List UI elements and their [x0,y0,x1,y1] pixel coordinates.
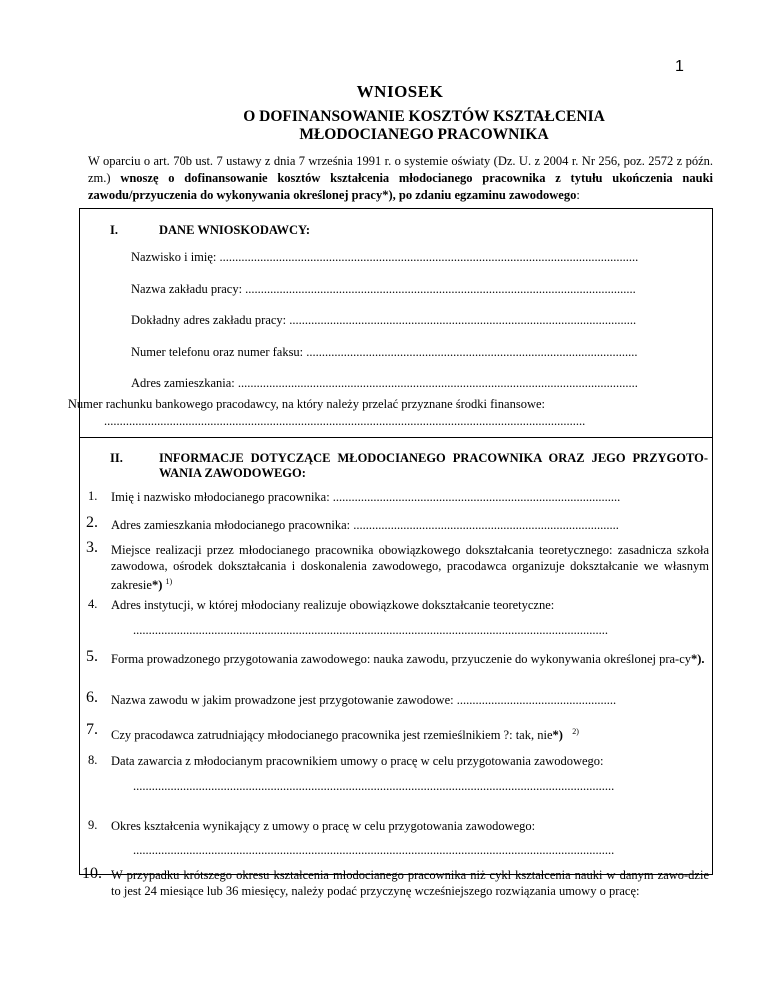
item-young-worker-name[interactable]: Imię i nazwisko młodocianego pracownika: ............................................................................................ [111,490,621,504]
intro-end: : [576,188,580,202]
footnote-marker: *) [552,728,563,743]
item-number: 5. [86,648,98,665]
section-divider [79,437,713,438]
section2-number: II. [110,451,123,465]
item-profession-name[interactable]: Nazwa zawodu w jakim prowadzone jest przygotowanie zawodowe: ................................................... [111,693,617,707]
field-name[interactable]: Nazwisko i imię: ...................................................................................................................................... [131,250,639,264]
item-number: 10. [82,865,102,882]
document-title: WNIOSEK [356,82,444,101]
item-education-place [111,542,709,593]
section2-heading-line2: WANIA ZAWODOWEGO: [159,466,306,480]
bank-account-label: Numer rachunku bankowego pracodawcy, na który należy przelać przyznane środki finansowe: [67,397,545,411]
item-number: 2. [86,514,98,531]
footnote-ref: 1) [165,577,173,586]
page-number: 1 [675,58,684,75]
item-contract-date-field[interactable]: .......................................................................................................................................................... [133,779,615,793]
item-number: 6. [86,689,98,706]
footnote-ref: 2) [572,727,579,736]
section1-number: I. [110,223,118,237]
item-early-termination: W przypadku krótszego okresu kształcenia młodocianego pracownika niż cykl kształcenia nauki w danym zawo-dzie to jest 24 miesiące lub 36 miesięcy, należy podać przyczynę wcześniejszego rozwiązania umowy o pracę: [111,868,709,898]
section2-heading-line1: INFORMACJE DOTYCZĄCE MŁODOCIANEGO PRACOWNIKA ORAZ JEGO PRZYGOTO- [159,451,708,465]
section1-heading: DANE WNIOSKODAWCY: [159,223,311,237]
intro-plain: W oparciu o art. 70b ust. 7 ustawy z dnia 7 września 1991 r. o systemie oświaty (Dz. U. z 2004 r. Nr 256, poz. 2572 z późn. zm.) [88,154,713,185]
item-text: Forma prowadzonego przygotowania zawodowego: nauka zawodu, przyuczenie do wykonywania określonej pra-cy [111,652,692,666]
intro-bold: wnoszę o dofinansowanie kosztów kształcenia młodocianego pracownika z tytułu ukończenia nauki zawodu/przyuczenia do wykonywania określonej pracy*), po zdaniu egzaminu zawodowego [88,171,713,202]
item-number: 3. [86,539,98,556]
document-subtitle-line1: O DOFINANSOWANIE KOSZTÓW KSZTAŁCENIA [243,108,605,125]
document-subtitle-line2: MŁODOCIANEGO PRACOWNIKA [299,126,549,143]
item-craftsman-question [111,724,709,743]
item-contract-date-label: Data zawarcia z młodocianym pracownikiem umowy o pracę w celu przygotowania zawodowego: [111,754,604,768]
item-text: Miejsce realizacji przez młodocianego pracownika obowiązkowego dokształcania teoretycznego: zasadnicza szkoła zawodowa, ośrodek dokształcania i doskonalenia zawodowego, pracodawca organizuje dokształcanie we własnym zakresie [111,543,709,593]
field-phone-fax[interactable]: Numer telefonu oraz numer faksu: .......................................................................................................... [131,345,638,359]
field-company-address[interactable]: Dokładny adres zakładu pracy: ............................................................................................................... [131,313,637,327]
item-number: 7. [86,721,98,738]
intro-paragraph [88,153,713,204]
item-text: Czy pracodawca zatrudniający młodocianego pracownika jest rzemieślnikiem ?: tak, nie [111,728,553,743]
bank-account-field[interactable]: .......................................................................................................................................................... [104,414,586,428]
item-training-form [111,651,709,667]
field-company-name[interactable]: Nazwa zakładu pracy: ............................................................................................................................. [131,282,636,296]
item-young-worker-address[interactable]: Adres zamieszkania młodocianego pracownika: ..................................................................................... [111,518,619,532]
item-training-period-label: Okres kształcenia wynikający z umowy o pracę w celu przygotowania zawodowego: [111,819,536,833]
item-number: 8. [88,753,98,767]
item-number: 9. [88,818,98,832]
item-institution-address-label: Adres instytucji, w której młodociany realizuje obowiązkowe dokształcanie teoretyczne: [111,598,555,612]
field-home-address[interactable]: Adres zamieszkania: ................................................................................................................................ [131,376,638,390]
item-number: 4. [88,597,98,611]
item-number: 1. [88,489,98,503]
footnote-marker: *). [691,652,705,666]
footnote-marker: *) [151,578,163,593]
item-institution-address-field[interactable]: ........................................................................................................................................................ [133,623,608,637]
item-training-period-field[interactable]: .......................................................................................................................................................... [133,843,615,857]
